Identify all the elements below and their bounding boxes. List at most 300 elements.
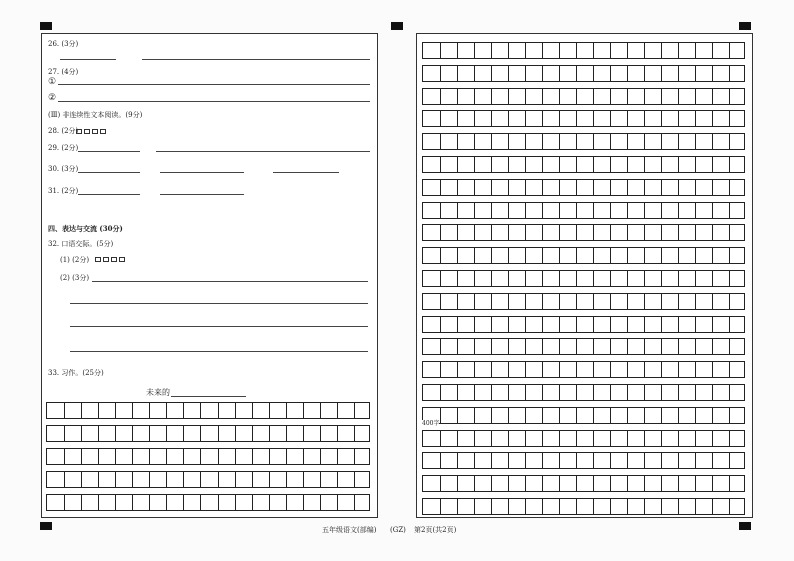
grid-cell-divider	[149, 495, 150, 510]
grid-cell-divider	[610, 499, 611, 514]
grid-cell-divider	[166, 426, 167, 441]
answer-line[interactable]	[70, 351, 368, 352]
grid-cell-divider	[559, 203, 560, 218]
essay-title-line[interactable]	[171, 396, 246, 397]
grid-cell-divider	[678, 431, 679, 446]
grid-cell-divider	[729, 476, 730, 491]
grid-cell-divider	[576, 111, 577, 126]
grid-cell-divider	[132, 449, 133, 464]
grid-cell-divider	[695, 157, 696, 172]
grid-cell-divider	[610, 248, 611, 263]
grid-cell-divider	[457, 89, 458, 104]
grid-row[interactable]	[422, 475, 745, 492]
grid-cell-divider	[149, 449, 150, 464]
grid-row[interactable]	[422, 110, 745, 127]
grid-cell-divider	[132, 403, 133, 418]
grid-cell-divider	[542, 111, 543, 126]
grid-cell-divider	[491, 180, 492, 195]
grid-cell-divider	[729, 157, 730, 172]
grid-cell-divider	[457, 111, 458, 126]
grid-cell-divider	[457, 43, 458, 58]
grid-cell-divider	[218, 403, 219, 418]
grid-cell-divider	[64, 472, 65, 487]
grid-cell-divider	[712, 317, 713, 332]
registration-mark-bottom-left	[40, 522, 52, 530]
question-29-label: 29. (2分)	[48, 144, 79, 152]
answer-line[interactable]	[58, 84, 370, 85]
grid-cell-divider	[644, 408, 645, 423]
grid-cell-divider	[252, 472, 253, 487]
grid-cell-divider	[440, 476, 441, 491]
grid-cell-divider	[695, 203, 696, 218]
answer-line[interactable]	[156, 151, 370, 152]
grid-row[interactable]	[46, 494, 370, 511]
grid-cell-divider	[576, 43, 577, 58]
grid-cell-divider	[457, 66, 458, 81]
grid-cell-divider	[166, 495, 167, 510]
grid-cell-divider	[627, 499, 628, 514]
grid-cell-divider	[474, 248, 475, 263]
grid-cell-divider	[576, 453, 577, 468]
grid-cell-divider	[474, 157, 475, 172]
grid-cell-divider	[661, 453, 662, 468]
grid-cell-divider	[542, 408, 543, 423]
grid-cell-divider	[491, 431, 492, 446]
grid-cell-divider	[525, 89, 526, 104]
grid-cell-divider	[729, 271, 730, 286]
grid-cell-divider	[525, 134, 526, 149]
grid-cell-divider	[593, 203, 594, 218]
answer-line[interactable]	[78, 194, 140, 195]
grid-cell-divider	[354, 449, 355, 464]
grid-cell-divider	[644, 66, 645, 81]
grid-cell-divider	[508, 134, 509, 149]
grid-cell-divider	[610, 362, 611, 377]
grid-cell-divider	[64, 403, 65, 418]
grid-cell-divider	[183, 426, 184, 441]
grid-cell-divider	[98, 449, 99, 464]
grid-cell-divider	[457, 225, 458, 240]
grid-cell-divider	[542, 225, 543, 240]
grid-cell-divider	[678, 225, 679, 240]
grid-cell-divider	[695, 180, 696, 195]
grid-cell-divider	[559, 225, 560, 240]
question-32-choice-boxes[interactable]	[95, 257, 125, 262]
grid-row[interactable]	[422, 42, 745, 59]
grid-cell-divider	[644, 362, 645, 377]
grid-cell-divider	[525, 339, 526, 354]
grid-cell-divider	[320, 472, 321, 487]
registration-mark-bottom-right	[739, 522, 751, 530]
grid-cell-divider	[712, 89, 713, 104]
grid-cell-divider	[525, 203, 526, 218]
grid-cell-divider	[166, 449, 167, 464]
grid-row[interactable]	[422, 293, 745, 310]
grid-cell-divider	[508, 317, 509, 332]
answer-line[interactable]	[78, 172, 140, 173]
grid-cell-divider	[644, 203, 645, 218]
grid-cell-divider	[525, 385, 526, 400]
question-28-label: 28. (2分)	[48, 127, 79, 135]
grid-cell-divider	[64, 449, 65, 464]
grid-cell-divider	[440, 385, 441, 400]
grid-cell-divider	[440, 157, 441, 172]
grid-cell-divider	[457, 294, 458, 309]
grid-cell-divider	[678, 89, 679, 104]
grid-row[interactable]	[422, 430, 745, 447]
grid-cell-divider	[627, 453, 628, 468]
choice-box[interactable]	[92, 129, 98, 134]
grid-row[interactable]	[422, 65, 745, 82]
grid-row[interactable]	[422, 179, 745, 196]
grid-cell-divider	[695, 248, 696, 263]
grid-row[interactable]	[422, 156, 745, 173]
grid-cell-divider	[115, 472, 116, 487]
grid-cell-divider	[695, 294, 696, 309]
grid-cell-divider	[644, 499, 645, 514]
grid-cell-divider	[542, 294, 543, 309]
grid-cell-divider	[525, 248, 526, 263]
footer-subject: 五年级语文(部编)	[322, 526, 377, 534]
grid-cell-divider	[610, 476, 611, 491]
grid-cell-divider	[610, 134, 611, 149]
grid-cell-divider	[661, 248, 662, 263]
grid-cell-divider	[491, 66, 492, 81]
grid-cell-divider	[627, 339, 628, 354]
grid-cell-divider	[610, 408, 611, 423]
grid-cell-divider	[559, 89, 560, 104]
grid-cell-divider	[695, 476, 696, 491]
grid-cell-divider	[320, 426, 321, 441]
grid-cell-divider	[269, 449, 270, 464]
grid-row[interactable]	[422, 202, 745, 219]
grid-cell-divider	[661, 157, 662, 172]
answer-line[interactable]	[70, 303, 368, 304]
grid-cell-divider	[678, 499, 679, 514]
grid-cell-divider	[457, 157, 458, 172]
answer-line[interactable]	[160, 172, 244, 173]
grid-cell-divider	[576, 317, 577, 332]
grid-cell-divider	[661, 499, 662, 514]
grid-cell-divider	[661, 203, 662, 218]
grid-cell-divider	[661, 317, 662, 332]
grid-cell-divider	[474, 294, 475, 309]
grid-cell-divider	[337, 472, 338, 487]
grid-cell-divider	[627, 111, 628, 126]
grid-row[interactable]	[422, 498, 745, 515]
question-30-label: 30. (3分)	[48, 165, 79, 173]
grid-row[interactable]	[422, 270, 745, 287]
grid-cell-divider	[474, 111, 475, 126]
grid-cell-divider	[610, 385, 611, 400]
grid-row[interactable]	[46, 448, 370, 465]
grid-cell-divider	[440, 43, 441, 58]
grid-cell-divider	[559, 180, 560, 195]
grid-cell-divider	[200, 495, 201, 510]
grid-cell-divider	[627, 271, 628, 286]
grid-cell-divider	[695, 89, 696, 104]
grid-cell-divider	[661, 476, 662, 491]
choice-box[interactable]	[76, 129, 82, 134]
grid-cell-divider	[183, 449, 184, 464]
question-32-label: 32. 口语交际。(5分)	[48, 240, 114, 248]
grid-cell-divider	[712, 203, 713, 218]
grid-cell-divider	[542, 203, 543, 218]
grid-cell-divider	[695, 453, 696, 468]
answer-line[interactable]	[142, 59, 370, 60]
grid-cell-divider	[440, 408, 441, 423]
grid-cell-divider	[644, 385, 645, 400]
grid-cell-divider	[491, 476, 492, 491]
grid-cell-divider	[576, 134, 577, 149]
grid-cell-divider	[508, 66, 509, 81]
grid-cell-divider	[132, 472, 133, 487]
grid-cell-divider	[610, 43, 611, 58]
grid-cell-divider	[576, 180, 577, 195]
grid-cell-divider	[440, 89, 441, 104]
answer-line[interactable]	[92, 281, 368, 282]
grid-cell-divider	[132, 426, 133, 441]
grid-row[interactable]	[422, 407, 745, 424]
grid-cell-divider	[559, 476, 560, 491]
grid-row[interactable]	[46, 402, 370, 419]
grid-row[interactable]	[422, 384, 745, 401]
registration-mark-top-center	[391, 22, 403, 30]
grid-cell-divider	[661, 362, 662, 377]
grid-cell-divider	[269, 495, 270, 510]
grid-cell-divider	[354, 426, 355, 441]
choice-box[interactable]	[100, 129, 106, 134]
grid-cell-divider	[474, 476, 475, 491]
grid-cell-divider	[712, 431, 713, 446]
grid-cell-divider	[661, 431, 662, 446]
grid-cell-divider	[576, 431, 577, 446]
grid-cell-divider	[712, 43, 713, 58]
grid-cell-divider	[576, 499, 577, 514]
grid-cell-divider	[610, 225, 611, 240]
grid-cell-divider	[218, 426, 219, 441]
grid-cell-divider	[559, 499, 560, 514]
grid-row[interactable]	[422, 316, 745, 333]
grid-cell-divider	[627, 362, 628, 377]
grid-cell-divider	[542, 157, 543, 172]
grid-cell-divider	[269, 426, 270, 441]
grid-cell-divider	[81, 426, 82, 441]
grid-cell-divider	[644, 294, 645, 309]
grid-cell-divider	[661, 180, 662, 195]
section-4-heading: 四、表达与交流 (30分)	[48, 224, 123, 233]
grid-cell-divider	[644, 225, 645, 240]
answer-line[interactable]	[273, 172, 339, 173]
grid-cell-divider	[440, 180, 441, 195]
grid-cell-divider	[457, 134, 458, 149]
grid-cell-divider	[712, 362, 713, 377]
choice-box[interactable]	[95, 257, 101, 262]
grid-cell-divider	[81, 449, 82, 464]
grid-cell-divider	[729, 339, 730, 354]
grid-row[interactable]	[422, 338, 745, 355]
grid-cell-divider	[525, 499, 526, 514]
grid-cell-divider	[354, 472, 355, 487]
grid-row[interactable]	[422, 133, 745, 150]
grid-cell-divider	[712, 499, 713, 514]
grid-cell-divider	[252, 403, 253, 418]
grid-cell-divider	[593, 431, 594, 446]
grid-cell-divider	[593, 453, 594, 468]
grid-cell-divider	[593, 89, 594, 104]
grid-cell-divider	[457, 453, 458, 468]
grid-cell-divider	[627, 476, 628, 491]
grid-cell-divider	[593, 111, 594, 126]
grid-cell-divider	[695, 271, 696, 286]
grid-cell-divider	[508, 408, 509, 423]
grid-cell-divider	[508, 89, 509, 104]
grid-cell-divider	[695, 408, 696, 423]
grid-cell-divider	[457, 180, 458, 195]
grid-cell-divider	[132, 495, 133, 510]
grid-cell-divider	[695, 317, 696, 332]
grid-cell-divider	[678, 180, 679, 195]
grid-cell-divider	[491, 271, 492, 286]
grid-cell-divider	[474, 453, 475, 468]
grid-cell-divider	[508, 225, 509, 240]
grid-cell-divider	[729, 248, 730, 263]
grid-cell-divider	[149, 403, 150, 418]
question-28-choice-boxes[interactable]	[76, 129, 106, 134]
grid-cell-divider	[491, 362, 492, 377]
grid-cell-divider	[235, 472, 236, 487]
grid-cell-divider	[729, 134, 730, 149]
grid-cell-divider	[627, 294, 628, 309]
grid-cell-divider	[729, 408, 730, 423]
registration-mark-top-right	[739, 22, 751, 30]
grid-cell-divider	[542, 362, 543, 377]
grid-cell-divider	[491, 248, 492, 263]
grid-cell-divider	[491, 339, 492, 354]
choice-box[interactable]	[111, 257, 117, 262]
grid-cell-divider	[508, 339, 509, 354]
grid-cell-divider	[729, 385, 730, 400]
grid-cell-divider	[712, 248, 713, 263]
grid-cell-divider	[474, 180, 475, 195]
grid-cell-divider	[542, 43, 543, 58]
grid-cell-divider	[695, 225, 696, 240]
grid-cell-divider	[235, 426, 236, 441]
grid-cell-divider	[235, 449, 236, 464]
grid-cell-divider	[440, 203, 441, 218]
grid-cell-divider	[474, 431, 475, 446]
grid-cell-divider	[440, 134, 441, 149]
grid-cell-divider	[712, 476, 713, 491]
grid-cell-divider	[525, 431, 526, 446]
grid-cell-divider	[286, 449, 287, 464]
grid-cell-divider	[610, 453, 611, 468]
grid-cell-divider	[508, 203, 509, 218]
grid-row[interactable]	[422, 88, 745, 105]
grid-cell-divider	[183, 403, 184, 418]
answer-line[interactable]	[160, 194, 244, 195]
grid-cell-divider	[644, 476, 645, 491]
grid-cell-divider	[559, 294, 560, 309]
grid-cell-divider	[337, 495, 338, 510]
answer-line[interactable]	[70, 326, 368, 327]
grid-cell-divider	[729, 294, 730, 309]
choice-box[interactable]	[119, 257, 125, 262]
grid-cell-divider	[508, 248, 509, 263]
grid-cell-divider	[542, 499, 543, 514]
choice-box[interactable]	[84, 129, 90, 134]
grid-row[interactable]	[46, 425, 370, 442]
grid-cell-divider	[252, 449, 253, 464]
grid-cell-divider	[678, 294, 679, 309]
answer-line[interactable]	[60, 59, 116, 60]
grid-cell-divider	[491, 408, 492, 423]
answer-line[interactable]	[58, 101, 370, 102]
grid-cell-divider	[644, 180, 645, 195]
grid-cell-divider	[337, 426, 338, 441]
grid-cell-divider	[729, 225, 730, 240]
grid-cell-divider	[98, 426, 99, 441]
grid-cell-divider	[440, 271, 441, 286]
grid-cell-divider	[678, 317, 679, 332]
grid-cell-divider	[593, 248, 594, 263]
grid-cell-divider	[695, 431, 696, 446]
grid-cell-divider	[457, 385, 458, 400]
grid-cell-divider	[644, 134, 645, 149]
grid-row[interactable]	[422, 224, 745, 241]
grid-cell-divider	[440, 294, 441, 309]
grid-cell-divider	[542, 385, 543, 400]
grid-cell-divider	[525, 43, 526, 58]
grid-cell-divider	[508, 362, 509, 377]
grid-cell-divider	[525, 362, 526, 377]
grid-cell-divider	[491, 89, 492, 104]
grid-cell-divider	[729, 362, 730, 377]
grid-cell-divider	[508, 294, 509, 309]
choice-box[interactable]	[103, 257, 109, 262]
grid-cell-divider	[678, 476, 679, 491]
question-32-2-label: (2) (3分)	[60, 274, 90, 282]
grid-cell-divider	[235, 495, 236, 510]
grid-row[interactable]	[46, 471, 370, 488]
grid-cell-divider	[593, 499, 594, 514]
grid-cell-divider	[661, 66, 662, 81]
grid-cell-divider	[115, 495, 116, 510]
grid-row[interactable]	[422, 452, 745, 469]
grid-cell-divider	[712, 408, 713, 423]
grid-cell-divider	[627, 134, 628, 149]
grid-row[interactable]	[422, 361, 745, 378]
answer-line[interactable]	[78, 151, 140, 152]
grid-cell-divider	[218, 449, 219, 464]
grid-row[interactable]	[422, 247, 745, 264]
grid-cell-divider	[729, 431, 730, 446]
grid-cell-divider	[712, 294, 713, 309]
grid-cell-divider	[559, 362, 560, 377]
grid-cell-divider	[712, 180, 713, 195]
grid-cell-divider	[525, 408, 526, 423]
grid-cell-divider	[559, 43, 560, 58]
grid-cell-divider	[729, 203, 730, 218]
grid-cell-divider	[508, 499, 509, 514]
grid-cell-divider	[576, 271, 577, 286]
grid-cell-divider	[729, 317, 730, 332]
grid-cell-divider	[115, 403, 116, 418]
grid-cell-divider	[678, 134, 679, 149]
grid-cell-divider	[474, 317, 475, 332]
grid-cell-divider	[729, 43, 730, 58]
grid-cell-divider	[491, 453, 492, 468]
